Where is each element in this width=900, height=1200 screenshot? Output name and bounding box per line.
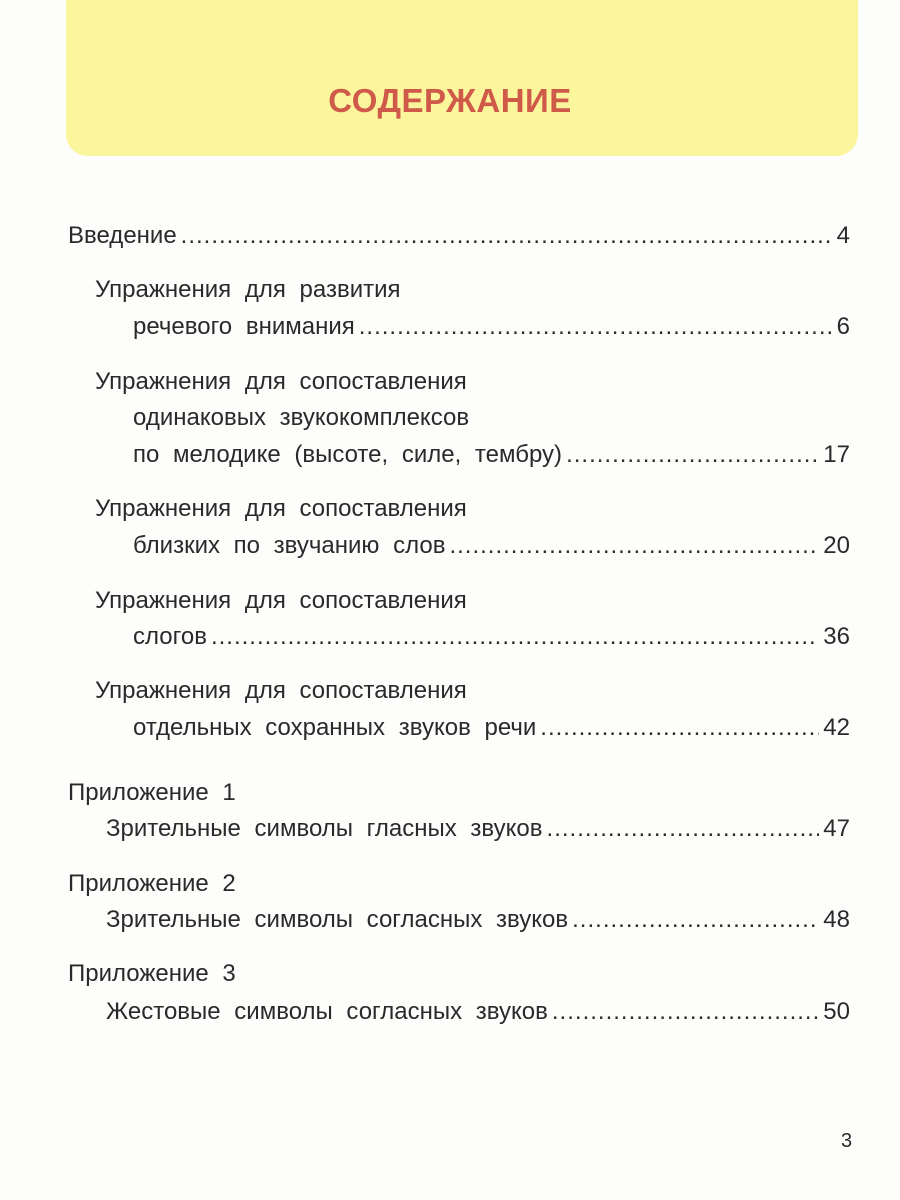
toc-page-number: 17 bbox=[823, 441, 850, 468]
toc-entry-text: по мелодике (высоте, силе, тембру) bbox=[133, 441, 563, 468]
toc-entry-text: одинаковых звукокомплексов bbox=[133, 404, 470, 431]
toc-entry-text: Упражнения для сопоставления bbox=[95, 677, 467, 704]
toc-entry bbox=[133, 714, 850, 744]
toc-entry-text: Приложение 2 bbox=[68, 870, 236, 897]
toc-entry-heading bbox=[68, 870, 236, 900]
dot-leader bbox=[552, 998, 819, 1026]
toc-entry-text: Зрительные символы гласных звуков bbox=[106, 815, 543, 842]
toc-page-number: 50 bbox=[823, 998, 850, 1025]
toc-page-number: 6 bbox=[836, 313, 850, 340]
toc-entry-heading bbox=[95, 677, 467, 707]
toc-page-number: 48 bbox=[823, 906, 850, 933]
toc-entry-text: Введение bbox=[68, 222, 177, 249]
toc-entry-text: Жестовые символы согласных звуков bbox=[106, 998, 548, 1025]
toc-entry-heading bbox=[68, 960, 236, 990]
toc-entry bbox=[106, 815, 850, 845]
toc-entry bbox=[133, 441, 850, 471]
toc-page-number: 36 bbox=[823, 623, 850, 650]
toc-entry bbox=[68, 222, 850, 252]
toc-entry-text: близких по звучанию слов bbox=[133, 532, 446, 559]
page-number: 3 bbox=[841, 1130, 853, 1152]
toc-entry-heading bbox=[95, 276, 401, 306]
toc-entry-text: речевого внимания bbox=[133, 313, 355, 340]
dot-leader bbox=[540, 714, 819, 742]
toc-page-number: 47 bbox=[823, 815, 850, 842]
toc-entry bbox=[106, 906, 850, 936]
dot-leader bbox=[449, 532, 819, 560]
toc-entry bbox=[133, 623, 850, 653]
toc-entry-text: Приложение 3 bbox=[68, 960, 236, 987]
toc-entry-text: Зрительные символы согласных звуков bbox=[106, 906, 569, 933]
dot-leader bbox=[547, 815, 820, 843]
dot-leader bbox=[359, 313, 833, 341]
toc-entry-text: Упражнения для сопоставления bbox=[95, 368, 467, 395]
dot-leader bbox=[566, 441, 819, 469]
dot-leader bbox=[181, 222, 833, 250]
toc-entry-text: слогов bbox=[133, 623, 207, 650]
toc-entry bbox=[133, 313, 850, 343]
toc-entry-heading bbox=[95, 368, 467, 398]
toc-entry-heading bbox=[95, 495, 467, 525]
toc-entry-text: Упражнения для сопоставления bbox=[95, 587, 467, 614]
page-title: СОДЕРЖАНИЕ bbox=[328, 82, 572, 119]
toc-entry-heading bbox=[95, 587, 467, 617]
header-banner bbox=[66, 0, 858, 156]
toc-entry bbox=[133, 532, 850, 562]
toc-page-number: 20 bbox=[823, 532, 850, 559]
toc-entry-text: отдельных сохранных звуков речи bbox=[133, 714, 537, 741]
toc-entry-text: Упражнения для развития bbox=[95, 276, 401, 303]
toc-entry-text: Упражнения для сопоставления bbox=[95, 495, 467, 522]
toc-page-number: 42 bbox=[823, 714, 850, 741]
toc-entry-heading bbox=[133, 404, 469, 434]
toc-page-number: 4 bbox=[836, 222, 850, 249]
dot-leader bbox=[211, 623, 819, 651]
toc-entry-text: Приложение 1 bbox=[68, 779, 236, 806]
dot-leader bbox=[572, 906, 819, 934]
toc-entry bbox=[106, 998, 850, 1028]
toc-entry-heading bbox=[68, 779, 236, 809]
